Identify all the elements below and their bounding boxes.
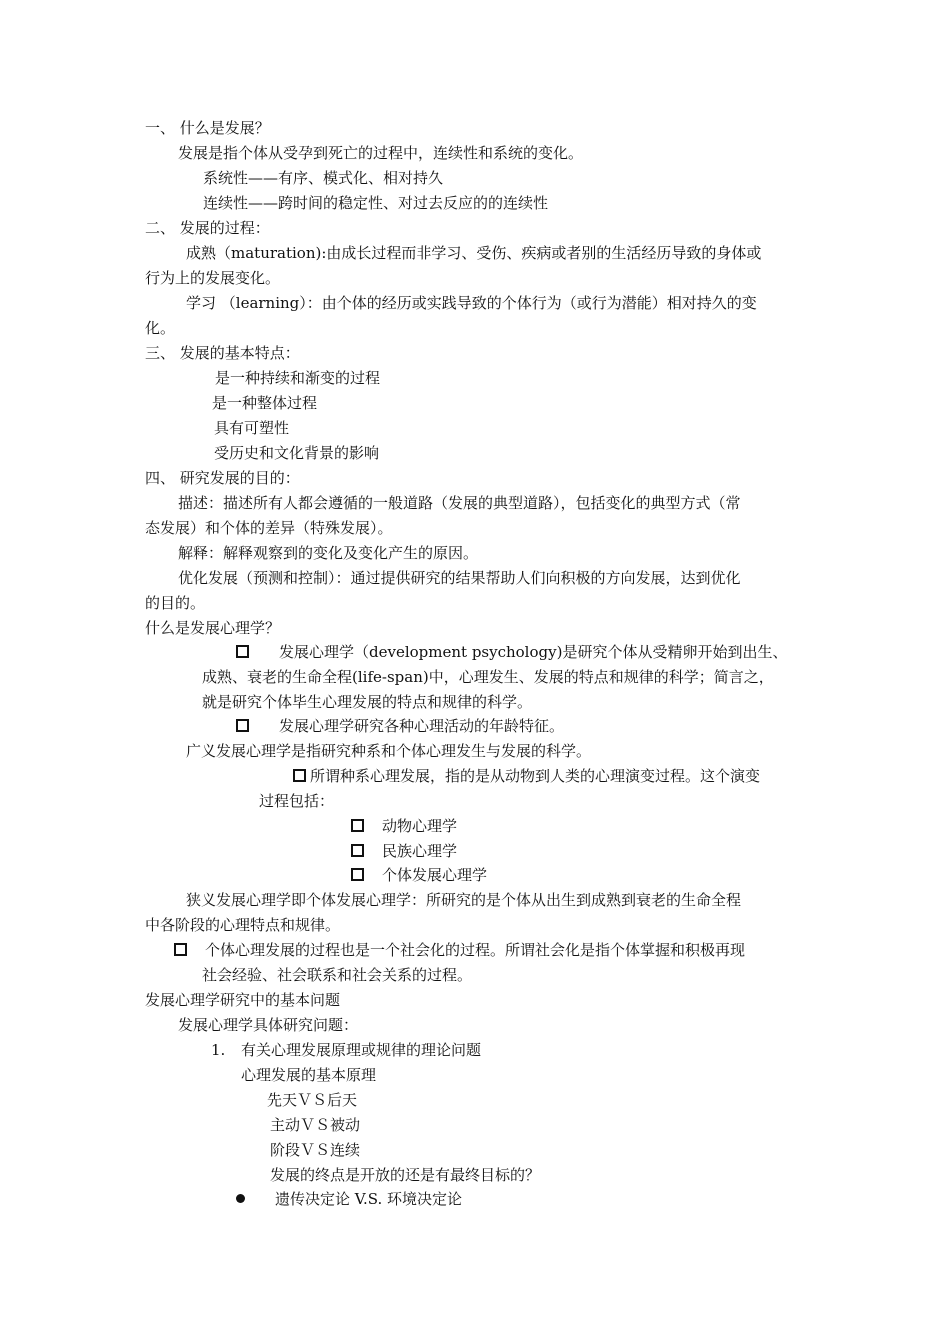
heading-5: 什么是发展心理学？ [145,619,281,637]
heading-3: 三、 发展的基本特点： [145,344,300,362]
list-item: 是一种整体过程 [212,394,318,412]
paragraph: 系统性——有序、模式化、相对持久 [203,169,444,187]
square-bullet-icon [293,769,306,782]
list-item: 阶段ＶＳ连续 [270,1141,361,1159]
heading-1: 一、 什么是发展？ [145,119,270,137]
paragraph: 行为上的发展变化。 [145,269,281,287]
paragraph: 发展心理学具体研究问题： [178,1016,359,1034]
square-bullet-icon [351,844,364,857]
paragraph: 学习 （learning）：由个体的经历或实践导致的个体行为（或行为潜能）相对持久的变 [186,294,757,312]
paragraph: 成熟（maturation):由成长过程而非学习、受伤、疾病或者别的生活经历导致的身体或 [186,244,762,262]
square-bullet-icon [236,719,249,732]
heading-2: 二、 发展的过程： [145,219,270,237]
paragraph: 社会经验、社会联系和社会关系的过程。 [202,966,473,984]
bullet-item: 发展心理学（development psychology)是研究个体从受精卵开始到出生、 [236,640,787,665]
paragraph: 的目的。 [145,594,206,612]
paragraph: 就是研究个体毕生心理发展的特点和规律的科学。 [202,693,533,711]
heading-4: 四、 研究发展的目的： [145,469,300,487]
paragraph: 广义发展心理学是指研究种系和个体心理发生与发展的科学。 [186,742,592,760]
paragraph: 优化发展（预测和控制）：通过提供研究的结果帮助人们向积极的方向发展，达到优化 [178,569,741,587]
paragraph: 心理发展的基本原理 [241,1066,377,1084]
paragraph: 描述：描述所有人都会遵循的一般道路（发展的典型道路），包括变化的典型方式（常 [178,494,741,512]
numbered-item: 1. 有关心理发展原理或规律的理论问题 [211,1038,481,1063]
paragraph: 态发展）和个体的差异（特殊发展）。 [145,519,393,537]
list-item: 发展的终点是开放的还是有最终目标的？ [270,1166,541,1184]
list-item: 是一种持续和渐变的过程 [215,369,381,387]
list-item: 受历史和文化背景的影响 [214,444,380,462]
list-item: 主动ＶＳ被动 [270,1116,361,1134]
list-item: 具有可塑性 [214,419,290,437]
round-bullet-icon [236,1194,245,1203]
bullet-item: 民族心理学 [351,839,457,864]
paragraph: 中各阶段的心理特点和规律。 [145,916,341,934]
paragraph: 化。 [145,319,176,337]
bullet-item: 个体发展心理学 [351,863,487,888]
heading-6: 发展心理学研究中的基本问题 [145,991,341,1009]
paragraph: 狭义发展心理学即个体发展心理学：所研究的是个体从出生到成熟到衰老的生命全程 [186,891,742,909]
bullet-item: 所谓种系心理发展，指的是从动物到人类的心理演变过程。这个演变 [293,764,760,789]
square-bullet-icon [351,819,364,832]
list-number: 1. [211,1041,226,1059]
bullet-item: 动物心理学 [351,814,457,839]
paragraph: 解释：解释观察到的变化及变化产生的原因。 [178,544,479,562]
paragraph: 成熟、衰老的生命全程(life-span)中，心理发生、发展的特点和规律的科学；简言之， [202,668,774,686]
square-bullet-icon [174,943,187,956]
bullet-item: 遗传决定论 V.S. 环境决定论 [236,1187,462,1212]
bullet-item: 发展心理学研究各种心理活动的年龄特征。 [236,714,564,739]
paragraph: 过程包括： [259,792,335,810]
square-bullet-icon [351,868,364,881]
square-bullet-icon [236,645,249,658]
paragraph: 发展是指个体从受孕到死亡的过程中，连续性和系统的变化。 [178,144,584,162]
list-item: 先天ＶＳ后天 [267,1091,358,1109]
bullet-item: 个体心理发展的过程也是一个社会化的过程。所谓社会化是指个体掌握和积极再现 [174,938,745,963]
paragraph: 连续性——跨时间的稳定性、对过去反应的的连续性 [203,194,549,212]
